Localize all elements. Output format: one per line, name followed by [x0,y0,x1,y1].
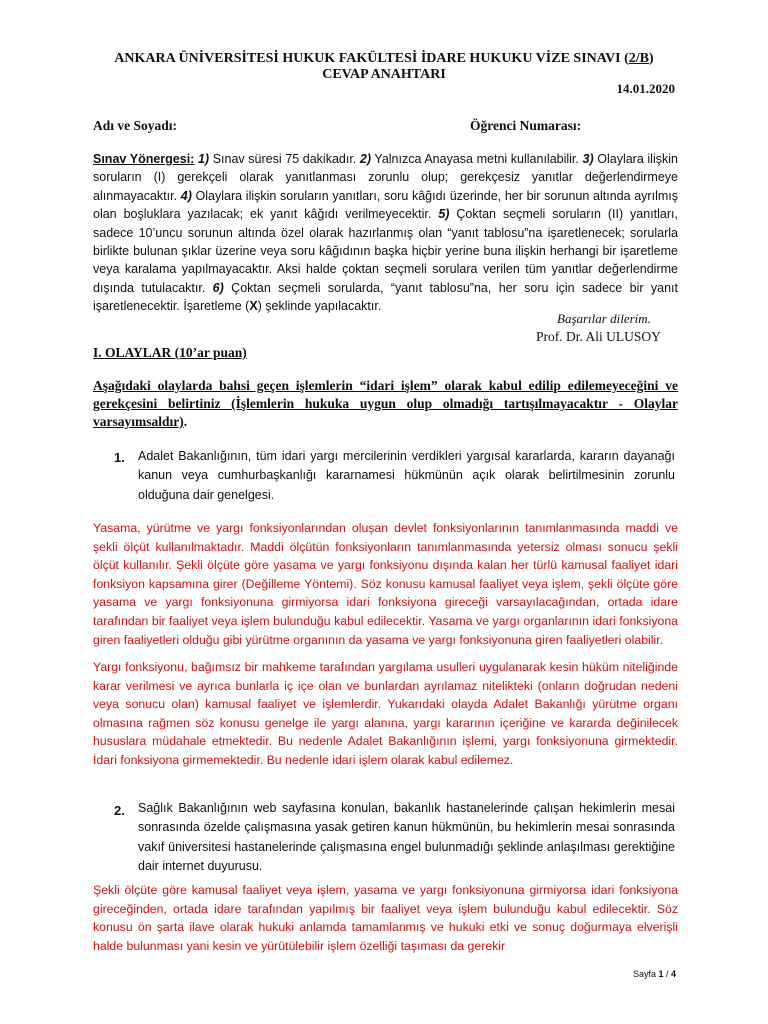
question-number: 2. [114,803,125,818]
exam-title-close: ) [649,51,654,66]
exam-code: 2/B [628,51,650,66]
exam-instructions [93,150,678,316]
rule-number: 5) [438,207,450,222]
rule-text: Sınav süresi 75 dakikadır. [209,152,360,166]
page-total: 4 [671,969,677,979]
question-number: 1. [114,450,125,465]
section-instruction-end: . [183,414,188,429]
question-text: Sağlık Bakanlığının web sayfasına konulan, bakanlık hastanelerinde çalışan hekimlerin mesai sonrasında özelde çalışmasına yasak getiren kanun hükmünün, bu hekimlerin mesai sonrasında vakıf üniversitesi hastanelerinde çalışmasına engel bulunmadığı şeklinde anlaşılması gerektiğine dair internet duyurusu. [138,801,675,873]
rule-text: ) şeklinde yapılacaktır. [257,299,382,314]
page-number [633,969,676,979]
exam-title-text: ANKARA ÜNİVERSİTESİ HUKUK FAKÜLTESİ İDARE HUKUKU VİZE SINAVI ( [114,51,629,66]
answer-paragraph: Yasama, yürütme ve yargı fonksiyonlarından oluşan devlet fonksiyonlarının tanımlanmasında maddi ve şekli ölçüt kullanılmaktadır. Maddi ölçütün fonksiyonların tanımlanmasında yetersiz olması sonucu şekli ölçüt kullanılır. Şekli ölçüte göre yasama ve yargı fonksiyonu dışında kalan her türlü kamusal faaliyet idari fonksiyon kapsamına girer (Değilleme Yöntemi). Söz konusu kamusal faaliyet veya işlem, şekli ölçüte göre yasama ve yargı fonksiyonuna girmiyorsa idari fonksiyona gireceği varsayılacağından, ortada idare tarafından bir faaliyet veya işlem bulunduğu kabul edilecektir. Yasama ve yargı organlarının idari fonksiyona giren faaliyetleri olduğu gibi yürütme organının da yasama ve yargı fonksiyonuna giren faaliyetleri olabilir. [93,521,678,647]
page-current: 1 [658,969,664,979]
rule-text: Yalnızca Anayasa metni kullanılabilir. [371,152,583,166]
rule-number: 4) [180,188,192,203]
section-instruction-text: Aşağıdaki olaylarda bahsi geçen işlemlerin “idari işlem” olarak kabul edilip edilemeyeceğini ve gerekçesini belirtiniz (İşlemlerin hukuka uygun olup olmadığı tartışılmayacaktır - Olaylar varsayımsaldır) [93,378,678,429]
rule-text: Çoktan seçmeli sorularda, “yanıt tablosu”na, her soru için sadece bir yanıt işaretlenecektir. İşaretleme ( [93,280,678,314]
rule-number: 1) [197,152,210,166]
rule-number: 6) [212,280,224,295]
answer-paragraph: Yargı fonksiyonu, bağımsız bir mahkeme tarafından yargılama usulleri uygulanarak kesin hüküm niteliğinde karar verilmesi ve ayrıca bunlarla iç içe olan ve bunlardan ayrılamaz nitelikteki (onların doğrudan nedeni veya sonucu olan) kamusal faaliyet ve işlemlerdir. Yukarıdaki olayda Adalet Bakanlığı yürütme organı olmasına rağmen söz konusu genelge ile yargı alanına, yargı kararının içeriğine ve kararda değinilecek hususlara müdahale etmektedir. Bu nedenle Adalet Bakanlığının işlemi, yargı fonksiyonuna girmektedir. İdari fonksiyona girmemektedir. Bu nedenle idari işlem olarak kabul edilemez. [93,660,678,767]
instructions-heading: Sınav Yönergesi: [93,152,195,166]
student-number-label: Öğrenci Numarası: [470,118,582,133]
page-separator: / [663,969,672,979]
question-text: Adalet Bakanlığının, tüm idari yargı mercilerinin verdikleri yargısal kararlarda, kararın dayanağı kanun veya cumhurbaşkanlığı kararnamesi hükmünün açık olarak belirtilmesinin zorunlu olduğuna dair genelgesi. [138,449,675,502]
rule-number: 2) [359,152,372,166]
answer-paragraph: Şekli ölçüte göre kamusal faaliyet veya işlem, yasama ve yargı fonksiyonuna girmiyorsa idari fonksiyona gireceğinden, ortada idare tarafından yapılmış bir faaliyet veya işlem bulunduğu kabul edilecektir. Söz konusu ön şarta ilave olarak hukuki anlamda tamamlanmış ve hukuki etki ve sonuç doğurmaya elverişli halde bulunması yani kesin ve yürütülebilir işlem özelliği taşıması da gerekir [93,883,678,953]
professor-name: Prof. Dr. Ali ULUSOY [536,329,661,344]
exam-title [0,50,768,67]
answer-key-title: CEVAP ANAHTARI [322,67,446,82]
section-title: I. OLAYLAR (10’ar puan) [93,345,247,360]
exam-date: 14.01.2020 [616,81,675,96]
rule-text: Olaylara ilişkin soruların (I) gerekçeli olarak yanıtlanması zorunlu olup; gerekçesiz yanıtlar değerlendirmeye alınmayacaktır. [93,152,678,203]
mark-symbol: X [249,299,258,314]
closing-wish: Başarılar dilerim. [557,311,651,326]
page-label: Sayfa [633,969,659,979]
rule-number: 3) [582,152,594,166]
rule-text: Olaylara ilişkin soruların yanıtları, soru kâğıdı üzerinde, her bir sorunun altında ayrılmış olan boşluklara yazılacak; ek yanıt kâğıdı verilmeyecektir. [93,188,678,222]
name-label: Adı ve Soyadı: [93,118,178,133]
section-instruction [93,377,678,431]
rule-text: Çoktan seçmeli soruların (II) yanıtları, sadece 10’uncu sorunun altında özel olarak hazırlanmış olan “yanıt tablosu”na işaretlenecek; sorularla birlikte bulunan şıklar üzerine veya soru kâğıdının başka hiçbir yerine buna ilişkin herhangi bir işaretleme veya karalama yapılmayacaktır. Aksi halde çoktan seçmeli sorulara verilen tüm yanıtlar değerlendirme dışında tutulacaktır. [93,207,678,295]
